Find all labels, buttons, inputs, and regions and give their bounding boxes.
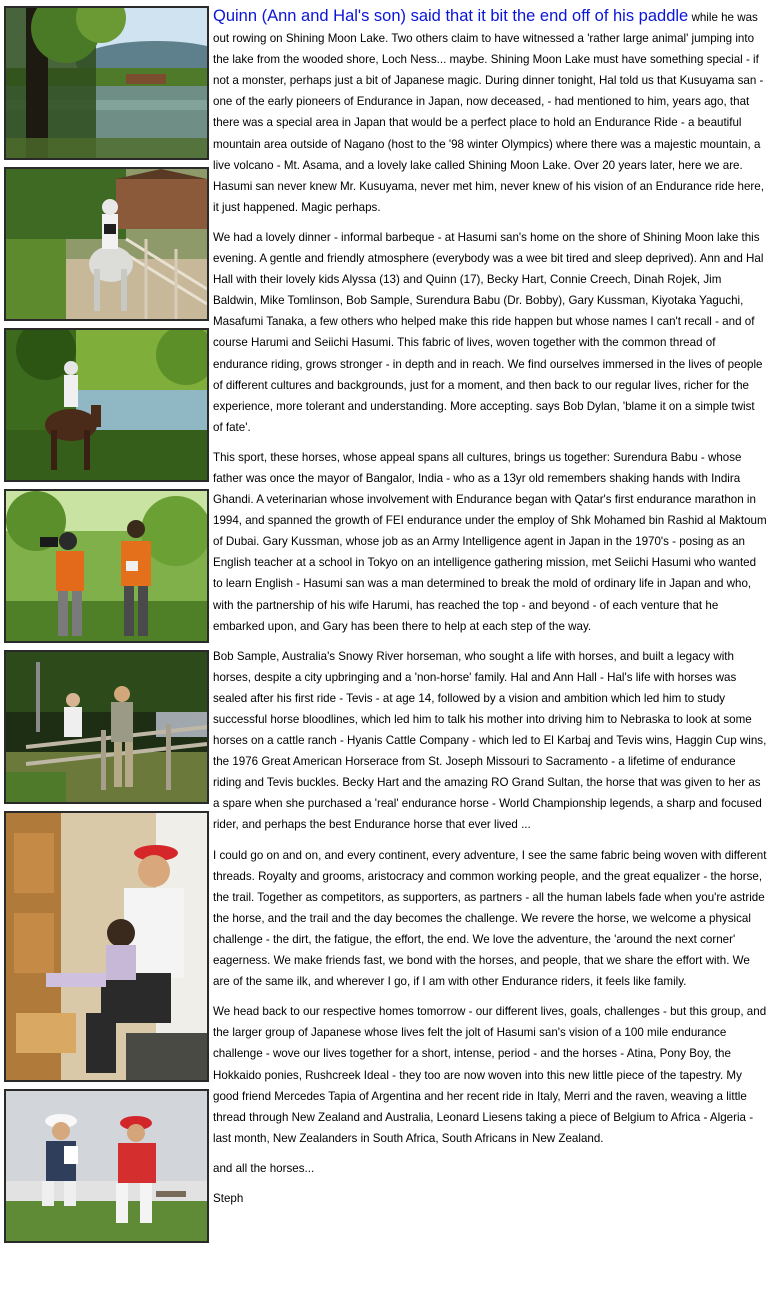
photo-lake-shore — [4, 6, 209, 160]
signature: Steph — [213, 1191, 244, 1205]
photo-photographers — [4, 489, 209, 643]
article-paragraph: We had a lovely dinner - informal barbeque - at Hasumi san's home on the shore of Shining Moon lake this evening. A gentle and friendly atmosphere (everybody was a wee bit tired and sleep deprived). Ann and Hal Hall with their lovely kids Alyssa (13) and Quinn (17), Becky Hart, Connie Creech, Dinah Rojek, Jim Baldwin, Mike Tomlinson, Bob Sample, Surendura Babu (Dr. Bobby), Gary Kussman, Kiyotaka Yaguchi, Masafumi Tanaka, a few others who helped make this ride happen but whose names I can't recall - and of course Harumi and Seiichi Hasumi. This fabric of lives, woven together with the common thread of endurance riding, grows stronger - in depth and in reach. We find ourselves immersed in the lives of people of different cultures and backgrounds, just for a moment, and then back to our regular lives, richer for the experience, more tolerant and understanding. More accepting. says Bob Dylan, 'blame it on a simple twist of fate'. — [213, 230, 764, 434]
article-paragraph: This sport, these horses, whose appeal spans all cultures, brings us together: Surendura Babu - whose father was once the mayor of Bangalor, India - who as a 13yr old remembers shaking hands with Indira Ghandi. A veterinarian whose involvement with Endurance began with Qatar's first endurance marathon in 1994, and spanned the growth of FEI endurance under the employ of Shk Mohamed bin Rashid al Maktoum of Dubai. Gary Kussman, whose job as an Army Intelligence agent in Japan in the 1970's - posing as an English teacher at a school in Tokyo on an intelligence gathering mission, met Seiichi Hasumi who wanted to learn English - Hasumi san was a man determined to break the mold of ordinary life in Japan and who, with the partnership of his wife Harumi, has reached the top - and beyond - of each venture that he embarked upon, and Gary has been there to help at each step of the way. — [213, 450, 767, 633]
article — [213, 6, 767, 1218]
photo-man-with-child — [4, 811, 209, 1082]
article-paragraph — [213, 6, 767, 218]
rider-by-lake-image — [6, 330, 207, 480]
closing-line: and all the horses... — [213, 1161, 315, 1175]
article-paragraph: Bob Sample, Australia's Snowy River horseman, who sought a life with horses, and built a legacy with horses, despite a city upbringing and a 'non-horse' family. Hal and Ann Hall - Hal's life with horses was sealed after his first ride - Tevis - at age 14, followed by a vision and ambition which led him to study successful horse bloodlines, which led him to talk his mother into driving him to Nebraska to look at some horses on a cattle ranch - Hyanis Cattle Company - which led to El Karbaj and Tevis wins, Haggin Cup wins, the 1976 Great American Horserace from St. Joseph Missouri to Sacramento - a lifetime of endurance riding and Tevis buckles. Becky Hart and the amazing RO Grand Sultan, the horse that was given to her as a spare when she purchased a 'real' endurance horse - World Championship legends, a sharp and focused rider, and perhaps the best Endurance horse that ever lived ... — [213, 649, 767, 832]
photo-people-by-fence — [4, 650, 209, 804]
photo-rider-by-lake — [4, 328, 209, 482]
article-paragraph: We head back to our respective homes tomorrow - our different lives, goals, challenges - but this group, and the larger group of Japanese whose lives felt the jolt of Hasumi san's vision of a 100 mile endurance challenge - wove our lives together for a short, intense, period - and the horses - Atina, Pony Boy, the Hokkaido ponies, Rushcreek Ideal - they too are now woven into this new little piece of the tapestry. My good friend Mercedes Tapia of Argentina and her recent ride in Italy, Merri and the raven, weaving a little thread through New Zealand and Australia, Leonard Liesens taking a piece of Belgium to Africa - Algeria - last month, New Zealanders in South Africa, South Africans in New Zealand. — [213, 1005, 767, 1145]
man-with-child-image — [6, 813, 207, 1080]
photo-volunteers — [4, 1089, 209, 1243]
article-paragraph: I could go on and on, and every continent, every adventure, I see the same fabric being woven with different threads. Royalty and grooms, aristocracy and common working people, and the great equalizer - the horse, the trail. Together as competitors, as supporters, as partners - all the human labels fade when you're astride the horse, and the trail and the day becomes the challenge. We revere the horse, we welcome a physical challenge - the dirt, the fatigue, the effort, the end. We love the adventure, the 'around the next corner' eagerness. We make friends fast, we bond with the horses, and people, that we share the effort with. We are of the same ilk, and wherever I go, if I am with other Endurance riders, it feels like family. — [213, 848, 767, 989]
lake-shore-image — [6, 8, 207, 158]
photo-rider-gray-horse — [4, 167, 209, 321]
volunteers-image — [6, 1091, 207, 1241]
people-by-fence-image — [6, 652, 207, 802]
rider-gray-horse-image — [6, 169, 207, 319]
paragraph-text: while he was out rowing on Shining Moon Lake. Two others claim to have witnessed a 'rather large animal' jumping into the lake from the wooded shore, Loch Ness... maybe. Shining Moon Lake must have something special - if not a monster, perhaps just a bit of Japanese magic. During dinner tonight, Hal told us that Kusuyama san - one of the early pioneers of Endurance in Japan, now deceased, - had mentioned to him, years ago, that there was a special area in Japan that would be a perfect place to hold an Endurance Ride - a beautiful mountain area outside of Nagano (host to the '98 winter Olympics) where there was a majestic mountain, a live volcano - Mt. Asama, and a lovely lake called Shining Moon Lake. Over 20 years later, here we are. Hasumi san never knew Mr. Kusuyama, never met him, never knew of his vision of an Endurance ride here, it just happened. Magic perhaps. — [213, 11, 764, 214]
headline: Quinn (Ann and Hal's son) said that it bit the end off of his paddle — [213, 7, 689, 25]
photographers-image — [6, 491, 207, 641]
